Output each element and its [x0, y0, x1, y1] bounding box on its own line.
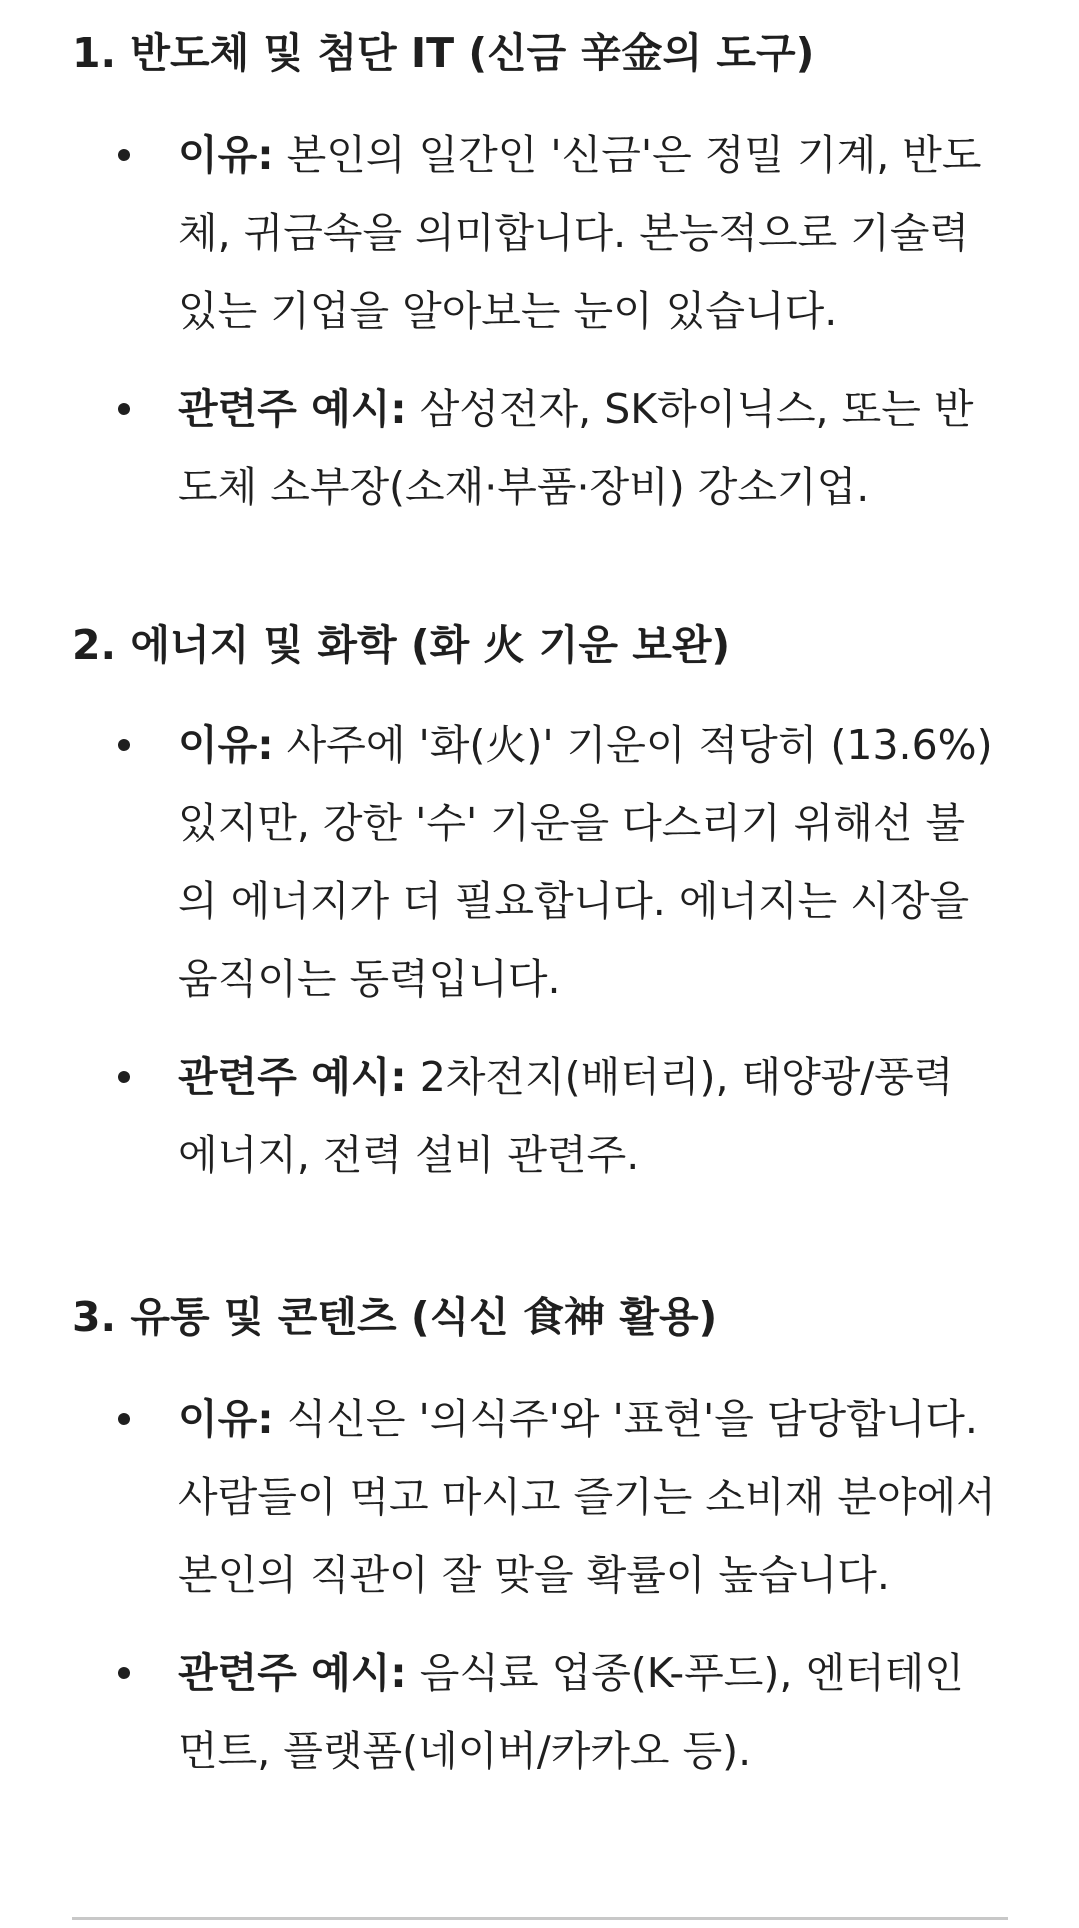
item-label: 관련주 예시: [178, 385, 407, 433]
item-text: 사주에 '화(火)' 기운이 적당히 (13.6%) 있지만, 강한 '수' 기운을 다스리기 위해선 불의 에너지가 더 필요합니다. 에너지는 시장을 움직이는 동력입니다. [178, 721, 993, 1003]
item-text: 본인의 일간인 '신금'은 정밀 기계, 반도체, 귀금속을 의미합니다. 본능적으로 기술력 있는 기업을 알아보는 눈이 있습니다. [178, 131, 982, 335]
item-text: 식신은 '의식주'와 '표현'을 담당합니다. 사람들이 먹고 마시고 즐기는 소비재 분야에서 본인의 직관이 잘 맞을 확률이 높습니다. [178, 1395, 996, 1599]
bullet-list-semiconductor [72, 116, 1012, 526]
item-text: 2차전지(배터리), 태양광/풍력 에너지, 전력 설비 관련주. [178, 1053, 954, 1179]
section-heading-energy: 2. 에너지 및 화학 (화 火 기운 보완) [72, 621, 731, 669]
section-heading-semiconductor: 1. 반도체 및 첨단 IT (신금 辛金의 도구) [72, 29, 815, 77]
item-label: 관련주 예시: [178, 1053, 407, 1101]
list-item [72, 116, 1012, 350]
item-label: 이유: [178, 131, 274, 179]
bullet-dot-icon [118, 403, 130, 415]
bullet-dot-icon [118, 1071, 130, 1083]
item-label: 이유: [178, 1395, 274, 1443]
list-item [72, 1380, 1012, 1614]
bullet-dot-icon [118, 1667, 130, 1679]
bullet-list-distribution [72, 1380, 1012, 1790]
item-label: 관련주 예시: [178, 1649, 407, 1697]
list-item [72, 1634, 1012, 1790]
list-item [72, 370, 1012, 526]
bullet-list-energy [72, 706, 1012, 1194]
list-item [72, 1038, 1012, 1194]
bullet-dot-icon [118, 149, 130, 161]
section-heading-distribution: 3. 유통 및 콘텐츠 (식신 食神 활용) [72, 1293, 718, 1341]
bullet-dot-icon [118, 739, 130, 751]
item-label: 이유: [178, 721, 274, 769]
bullet-dot-icon [118, 1413, 130, 1425]
item-text: 음식료 업종(K-푸드), 엔터테인먼트, 플랫폼(네이버/카카오 등). [178, 1649, 964, 1775]
list-item [72, 706, 1012, 1018]
horizontal-divider [72, 1917, 1008, 1920]
item-text: 삼성전자, SK하이닉스, 또는 반도체 소부장(소재·부품·장비) 강소기업. [178, 385, 974, 511]
